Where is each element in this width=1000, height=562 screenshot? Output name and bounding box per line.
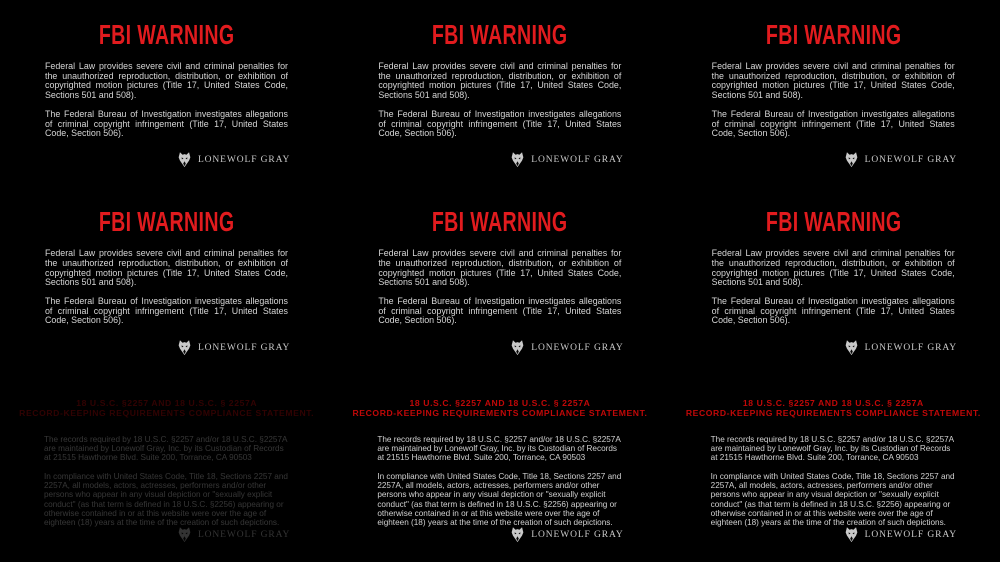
- compliance-body: [44, 435, 289, 528]
- wolf-icon: [845, 152, 858, 168]
- wolf-icon: [178, 152, 191, 168]
- compliance-paragraph-1: The records required by 18 U.S.C. §2257 and/or 18 U.S.C. §2257A are maintained by Lonewolf Gray, Inc. by its Custodian of Records at 21515 Hawthorne Blvd. Suite 200, Torrance, CA 90503: [44, 434, 288, 463]
- fbi-warning-body: [378, 249, 621, 326]
- fbi-paragraph-2: The Federal Bureau of Investigation investigates allegations of criminal copyright infringement (Title 17, United States Code, Section 506).: [711, 296, 955, 326]
- wolf-icon: [511, 152, 524, 168]
- lonewolf-gray-logo: [178, 527, 290, 543]
- lonewolf-gray-logo: [178, 152, 290, 168]
- fbi-warning-panel-6: [667, 187, 1000, 374]
- compliance-statement-panel-2: [667, 375, 1000, 562]
- lonewolf-gray-wordmark: LONEWOLF GRAY: [531, 529, 624, 540]
- lonewolf-gray-logo: [845, 152, 957, 168]
- fbi-warning-body: [45, 249, 288, 326]
- compliance-title: [0, 398, 333, 419]
- fbi-warning-panel-2: [333, 0, 666, 187]
- compliance-paragraph-1: The records required by 18 U.S.C. §2257 and/or 18 U.S.C. §2257A are maintained by Lonewolf Gray, Inc. by its Custodian of Records at 21515 Hawthorne Blvd. Suite 200, Torrance, CA 90503: [710, 434, 954, 463]
- fbi-warning-title: FBI WARNING: [98, 19, 235, 50]
- compliance-title-line-1: 18 U.S.C. §2257 AND 18 U.S.C. § 2257A: [409, 397, 591, 408]
- lonewolf-gray-logo: [845, 340, 957, 356]
- fbi-paragraph-2: The Federal Bureau of Investigation investigates allegations of criminal copyright infringement (Title 17, United States Code, Section 506).: [45, 296, 288, 326]
- fbi-paragraph-2: The Federal Bureau of Investigation investigates allegations of criminal copyright infringement (Title 17, United States Code, Section 506).: [378, 108, 622, 139]
- fbi-warning-panel-4: [0, 187, 333, 374]
- fbi-warning-body: [712, 62, 955, 139]
- wolf-icon: [845, 527, 858, 543]
- lonewolf-gray-wordmark: LONEWOLF GRAY: [531, 155, 624, 166]
- lonewolf-gray-logo: [511, 152, 623, 168]
- compliance-statement-panel-dimmed: [0, 375, 333, 562]
- compliance-body: [711, 435, 956, 528]
- compliance-title: [333, 398, 666, 419]
- fbi-paragraph-1: Federal Law provides severe civil and criminal penalties for the unauthorized reproduction, distribution, or exhibition of copyrighted motion pictures (Title 17, United States Code, Sections 501 and 508).: [711, 248, 955, 288]
- lonewolf-gray-logo: [845, 527, 957, 543]
- fbi-warning-title: FBI WARNING: [765, 19, 902, 50]
- wolf-icon: [845, 340, 858, 356]
- compliance-title-line-2: RECORD-KEEPING REQUIREMENTS COMPLIANCE STATEMENT.: [352, 408, 648, 419]
- lonewolf-gray-wordmark: LONEWOLF GRAY: [864, 155, 957, 166]
- compliance-paragraph-2: In compliance with United States Code, Title 18, Sections 2257 and 2257A, all models, actors, actresses, performers and/or other persons who appear in any visual depiction or "sexually explicit conduct" (as that term is defined in 18 U.S.C. §2256) appearing or otherwise contained in or at this website were over the age of eighteen (18) years at the time of the creation of such depictions.: [377, 471, 622, 528]
- compliance-body: [377, 435, 622, 528]
- fbi-warning-body: [378, 62, 621, 139]
- lonewolf-gray-wordmark: LONEWOLF GRAY: [197, 155, 291, 166]
- lonewolf-gray-logo: [178, 340, 290, 356]
- fbi-warning-title: FBI WARNING: [765, 206, 902, 238]
- compliance-paragraph-1: The records required by 18 U.S.C. §2257 and/or 18 U.S.C. §2257A are maintained by Lonewolf Gray, Inc. by its Custodian of Records at 21515 Hawthorne Blvd. Suite 200, Torrance, CA 90503: [377, 434, 621, 463]
- fbi-paragraph-1: Federal Law provides severe civil and criminal penalties for the unauthorized reproduction, distribution, or exhibition of copyrighted motion pictures (Title 17, United States Code, Sections 501 and 508).: [711, 61, 955, 100]
- fbi-paragraph-1: Federal Law provides severe civil and criminal penalties for the unauthorized reproduction, distribution, or exhibition of copyrighted motion pictures (Title 17, United States Code, Sections 501 and 508).: [378, 248, 622, 288]
- fbi-warning-body: [45, 62, 288, 139]
- compliance-statement-panel-1: [333, 375, 666, 562]
- compliance-title-line-1: 18 U.S.C. §2257 AND 18 U.S.C. § 2257A: [76, 397, 258, 408]
- fbi-paragraph-1: Federal Law provides severe civil and criminal penalties for the unauthorized reproduction, distribution, or exhibition of copyrighted motion pictures (Title 17, United States Code, Sections 501 and 508).: [45, 248, 288, 288]
- fbi-warning-panel-3: [667, 0, 1000, 187]
- fbi-warning-panel-1: [0, 0, 333, 187]
- lonewolf-gray-wordmark: LONEWOLF GRAY: [197, 529, 291, 540]
- lonewolf-gray-logo: [511, 527, 623, 543]
- compliance-title-line-2: RECORD-KEEPING REQUIREMENTS COMPLIANCE STATEMENT.: [685, 408, 981, 419]
- wolf-icon: [178, 527, 191, 543]
- fbi-warning-body: [712, 249, 955, 326]
- fbi-warning-title: FBI WARNING: [432, 206, 568, 238]
- wolf-icon: [511, 340, 524, 356]
- fbi-paragraph-2: The Federal Bureau of Investigation investigates allegations of criminal copyright infringement (Title 17, United States Code, Section 506).: [711, 108, 955, 139]
- lonewolf-gray-wordmark: LONEWOLF GRAY: [197, 342, 291, 353]
- wolf-icon: [178, 340, 191, 356]
- fbi-paragraph-1: Federal Law provides severe civil and criminal penalties for the unauthorized reproduction, distribution, or exhibition of copyrighted motion pictures (Title 17, United States Code, Sections 501 and 508).: [45, 61, 288, 100]
- wolf-icon: [511, 527, 524, 543]
- compliance-title-line-1: 18 U.S.C. §2257 AND 18 U.S.C. § 2257A: [742, 397, 924, 408]
- compliance-paragraph-2: In compliance with United States Code, Title 18, Sections 2257 and 2257A, all models, actors, actresses, performers and/or other persons who appear in any visual depiction or "sexually explicit conduct" (as that term is defined in 18 U.S.C. §2256) appearing or otherwise contained in or at this website were over the age of eighteen (18) years at the time of the creation of such depictions.: [44, 471, 288, 528]
- lonewolf-gray-logo: [511, 340, 623, 356]
- fbi-warning-title: FBI WARNING: [98, 206, 235, 238]
- fbi-warning-title: FBI WARNING: [432, 19, 568, 50]
- compliance-title-line-2: RECORD-KEEPING REQUIREMENTS COMPLIANCE STATEMENT.: [19, 408, 315, 419]
- compliance-title: [667, 398, 1000, 419]
- fbi-paragraph-2: The Federal Bureau of Investigation investigates allegations of criminal copyright infringement (Title 17, United States Code, Section 506).: [378, 296, 622, 326]
- lonewolf-gray-wordmark: LONEWOLF GRAY: [864, 342, 957, 353]
- fbi-warning-panel-5: [333, 187, 666, 374]
- fbi-paragraph-1: Federal Law provides severe civil and criminal penalties for the unauthorized reproduction, distribution, or exhibition of copyrighted motion pictures (Title 17, United States Code, Sections 501 and 508).: [378, 61, 622, 100]
- fbi-paragraph-2: The Federal Bureau of Investigation investigates allegations of criminal copyright infringement (Title 17, United States Code, Section 506).: [45, 108, 288, 139]
- lonewolf-gray-wordmark: LONEWOLF GRAY: [864, 529, 957, 540]
- compliance-paragraph-2: In compliance with United States Code, Title 18, Sections 2257 and 2257A, all models, actors, actresses, performers and/or other persons who appear in any visual depiction or "sexually explicit conduct" (as that term is defined in 18 U.S.C. §2256) appearing or otherwise contained in or at this website were over the age of eighteen (18) years at the time of the creation of such depictions.: [710, 471, 955, 528]
- lonewolf-gray-wordmark: LONEWOLF GRAY: [531, 342, 624, 353]
